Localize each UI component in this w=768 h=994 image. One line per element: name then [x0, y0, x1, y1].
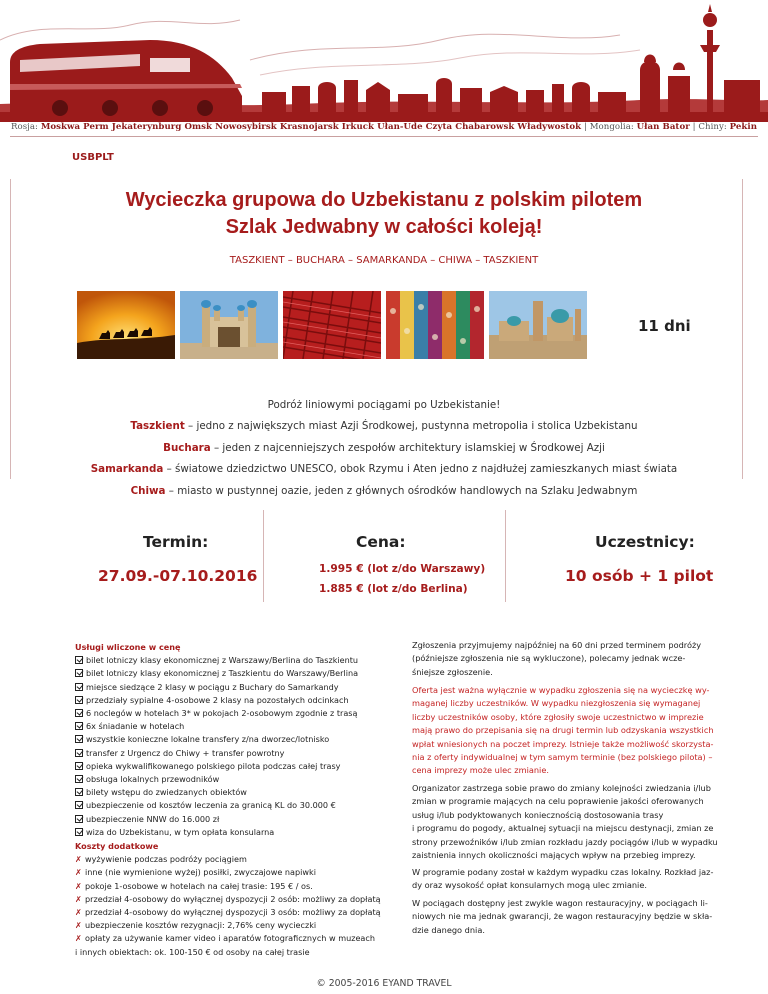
included-item: [75, 733, 395, 746]
extra-item-text: przedział 4-osobowy do wyłącznej dyspozycji 3 osób: możliwy za dopłatą: [85, 907, 381, 918]
rosja-label: Rosja:: [10, 122, 39, 132]
included-item: [75, 720, 395, 733]
extra-item-text: przedział 4-osobowy do wyłącznej dyspozycji 2 osób: możliwy za dopłatą: [85, 893, 381, 904]
included-item: [75, 773, 395, 786]
chiny-label: Chiny:: [698, 122, 727, 132]
mongolia-label: Mongolia:: [589, 122, 634, 132]
paragraph-line: usług i/lub podyktowanych koniecznością dostosowania trasy: [412, 809, 664, 820]
cena-line-warszawa: 1.995 € (lot z/do Warszawy): [319, 563, 486, 575]
checkbox-checked-icon: [75, 656, 83, 664]
paragraph-line: strony przewoźników i/lub zmian rozkładu jazdy pociągów i/lub w wypadku: [412, 836, 718, 847]
checkbox-checked-icon: [75, 749, 83, 757]
included-item-text: transfer z Urgencz do Chiwy + transfer powrotny: [86, 747, 285, 758]
frame-left-line: [10, 179, 11, 479]
included-item: [75, 786, 395, 799]
chiny-cities: Pekin: [729, 122, 758, 132]
paragraph-line: (późniejsze zgłoszenia nie są wykluczone), polecamy jednak wcze-: [412, 653, 686, 664]
included-item: [75, 667, 395, 680]
intro-city-taszkient: [20, 420, 748, 432]
checkbox-checked-icon: [75, 696, 83, 704]
included-item: [75, 799, 395, 812]
header-illustration: [0, 0, 768, 122]
uczestnicy-value: 10 osób + 1 pilot: [565, 567, 714, 585]
photo-textile: [283, 291, 381, 359]
included-item-text: bilety wstępu do zwiedzanych obiektów: [86, 787, 247, 798]
page-title-line2: Szlak Jedwabny w całości koleją!: [225, 216, 543, 238]
included-item-text: ubezpieczenie NNW do 16.000 zł: [86, 813, 220, 824]
extra-item-text: pokoje 1-osobowe w hotelach na całej trasie: 195 € / os.: [85, 880, 313, 891]
photo-suzani-fabrics: [386, 291, 484, 359]
checkbox-checked-icon: [75, 762, 83, 770]
intro-city-samarkanda: [20, 463, 748, 475]
paragraph-line: zaistnienia innych okoliczności mających wpływ na przebieg imprezy.: [412, 850, 696, 861]
included-item-text: 6x śniadanie w hotelach: [86, 721, 185, 732]
paragraph-line: nia z oferty indywidualnej w tym samym terminie (bez polskiego pilota) –: [412, 752, 713, 763]
extra-item: [75, 932, 395, 945]
included-heading: Usługi wliczone w cenę: [75, 642, 181, 652]
city-desc: – jedno z największych miast Azji Środkowej, pustynna metropolia i stolica Uzbekistanu: [184, 420, 638, 432]
checkbox-checked-icon: [75, 788, 83, 796]
paragraph-line: cena imprezy może ulec zmianie.: [412, 765, 549, 776]
cena-line-berlin: 1.885 € (lot z/do Berlina): [319, 583, 468, 595]
intro-heading: Podróż liniowymi pociągami po Uzbekistanie!: [267, 399, 501, 411]
note-restaurant-car: [412, 897, 732, 937]
included-item-text: wszystkie konieczne lokalne transfery z/na dworzec/lotnisko: [86, 734, 330, 745]
extra-heading: Koszty dodatkowe: [75, 841, 159, 851]
extra-item: [75, 893, 395, 906]
extra-item: [75, 853, 395, 866]
city-name: Buchara: [163, 442, 211, 454]
extra-item: [75, 880, 395, 893]
mongolia-cities: Ułan Bator: [636, 122, 690, 132]
city-desc: – światowe dziedzictwo UNESCO, obok Rzymu i Aten jedno z najdłużej zamieszkanych miast świata: [163, 463, 678, 475]
extra-item-text: inne (nie wymienione wyżej) posiłki, zwyczajowe napiwki: [85, 867, 316, 878]
photo-khiva-skyline: [489, 291, 587, 359]
paragraph-line: dzie danego dnia.: [412, 924, 485, 935]
checkbox-checked-icon: [75, 828, 83, 836]
checkbox-checked-icon: [75, 775, 83, 783]
termin-label: Termin:: [143, 533, 209, 551]
intro-city-chiwa: [20, 485, 748, 497]
termin-value: 27.09.-07.10.2016: [98, 567, 258, 585]
note-local-time: [412, 866, 732, 893]
extra-item-text: wyżywienie podczas podróży pociągiem: [85, 854, 247, 865]
included-list: [75, 641, 395, 839]
rosja-cities: Moskwa Perm Jekaterynburg Omsk Nowosybirsk Krasnojarsk Irkuck Ułan-Ude Czyta Chabarowsk Władywostok: [40, 122, 582, 132]
paragraph-line: niowych nie ma jednak gwarancji, że wagon restauracyjny będzie w skła-: [412, 911, 713, 922]
paragraph-line: zmian w programie mających na celu poprawienie jakości oferowanych: [412, 796, 704, 807]
note-offer-validity: [412, 684, 732, 778]
paragraph-line: Organizator zastrzega sobie prawo do zmiany kolejności zwiedzania i/lub: [412, 783, 711, 793]
intro-city-buchara: [20, 442, 748, 454]
city-desc: – jeden z najcenniejszych zespołów architektury islamskiej w Środkowej Azji: [210, 442, 605, 454]
photo-desert-camels: [77, 291, 175, 359]
paragraph-line: Zgłoszenia przyjmujemy najpóźniej na 60 dni przed terminem podróży: [412, 640, 702, 650]
offer-code: USBPLT: [72, 152, 114, 163]
cross-icon: ✗: [75, 933, 82, 944]
cross-icon: ✗: [75, 893, 82, 904]
included-item: [75, 813, 395, 826]
included-item: [75, 760, 395, 773]
included-item-text: bilet lotniczy klasy ekonomicznej z Warszawy/Berlina do Taszkientu: [86, 655, 359, 666]
included-item-text: opieka wykwalifikowanego polskiego pilota podczas całej trasy: [86, 760, 341, 771]
extra-item-text: opłaty za używanie kamer video i aparatów fotograficznych w muzeach: [85, 933, 375, 944]
checkbox-checked-icon: [75, 801, 83, 809]
city-name: Chiwa: [130, 485, 166, 497]
frame-right-line: [742, 179, 743, 479]
included-item-text: miejsce siedzące 2 klasy w pociągu z Buchary do Samarkandy: [86, 681, 339, 692]
note-program-changes: [412, 782, 732, 862]
extra-item: [75, 919, 395, 932]
photo-chor-minor: [180, 291, 278, 359]
separator: |: [692, 122, 696, 132]
paragraph-line: wpłat wniesionych na poczet imprezy. Istnieje także możliwość skorzysta-: [412, 738, 714, 749]
trip-route: TASZKIENT – BUCHARA – SAMARKANDA – CHIWA – TASZKIENT: [229, 255, 539, 266]
divider: [10, 136, 758, 137]
included-item-text: ubezpieczenie od kosztów leczenia za granicą KL do 30.000 €: [86, 800, 336, 811]
cross-icon: ✗: [75, 880, 82, 891]
included-item: [75, 747, 395, 760]
extra-costs-list: [75, 840, 395, 959]
paragraph-line: i programu do pogody, aktualnej sytuacji na miejscu destynacji, zmian ze: [412, 823, 714, 834]
checkbox-checked-icon: [75, 669, 83, 677]
included-item: [75, 707, 395, 720]
extra-tail: i innych obiektach: ok. 100-150 € od osoby na całej trasie: [75, 946, 310, 957]
cross-icon: ✗: [75, 907, 82, 918]
extra-item: [75, 866, 395, 879]
cross-icon: ✗: [75, 920, 82, 931]
paragraph-line: mają prawo do przepisania się na drugi termin lub odzyskania wszystkich: [412, 725, 714, 736]
cena-label: Cena:: [356, 533, 406, 551]
included-item: [75, 694, 395, 707]
cross-icon: ✗: [75, 854, 82, 865]
paragraph-line: W pociągach dostępny jest zwykle wagon restauracyjny, w pociągach li-: [412, 898, 708, 908]
paragraph-line: Oferta jest ważna wyłącznie w wypadku zgłoszenia się na wycieczkę wy-: [412, 685, 710, 695]
checkbox-checked-icon: [75, 709, 83, 717]
page-title-line1: Wycieczka grupowa do Uzbekistanu z polskim pilotem: [125, 189, 643, 211]
separator: |: [583, 122, 587, 132]
checkbox-checked-icon: [75, 735, 83, 743]
city-name: Samarkanda: [90, 463, 164, 475]
city-name: Taszkient: [130, 420, 185, 432]
note-registration: [412, 639, 732, 679]
included-item-text: przedziały sypialne 4-osobowe 2 klasy na pozostałych odcinkach: [86, 694, 349, 705]
city-desc: – miasto w pustynnej oazie, jeden z głównych ośrodków handlowych na Szlaku Jedwabnym: [165, 485, 638, 497]
paragraph-line: maganej liczby uczestników. W wypadku niezgłoszenia się wymaganej: [412, 698, 701, 709]
paragraph-line: dy oraz wysokość opłat konsularnych mogą ulec zmianie.: [412, 880, 647, 891]
checkbox-checked-icon: [75, 683, 83, 691]
included-item: [75, 654, 395, 667]
column-divider: [505, 510, 506, 602]
footer-copyright: © 2005-2016 EYAND TRAVEL: [316, 978, 452, 989]
paragraph-line: W programie podany został w każdym wypadku czas lokalny. Rozkład jaz-: [412, 867, 714, 877]
checkbox-checked-icon: [75, 722, 83, 730]
included-item-text: 6 noclegów w hotelach 3* w pokojach 2-osobowym zgodnie z trasą: [86, 708, 358, 719]
uczestnicy-label: Uczestnicy:: [595, 533, 695, 551]
paragraph-line: liczby uczestników osoby, które zgłosiły swoje uczestnictwo w imprezie: [412, 711, 704, 722]
extra-item-text: ubezpieczenie kosztów rezygnacji: 2,76% ceny wycieczki: [85, 920, 317, 931]
column-divider: [263, 510, 264, 602]
trip-duration: 11 dni: [638, 317, 691, 335]
included-item: [75, 826, 395, 839]
extra-item: [75, 906, 395, 919]
included-item-text: bilet lotniczy klasy ekonomicznej z Taszkientu do Warszawy/Berlina: [86, 668, 359, 679]
included-item-text: obsługa lokalnych przewodników: [86, 774, 220, 785]
included-item: [75, 681, 395, 694]
checkbox-checked-icon: [75, 815, 83, 823]
cross-icon: ✗: [75, 867, 82, 878]
included-item-text: wiza do Uzbekistanu, w tym opłata konsularna: [86, 826, 275, 837]
paragraph-line: śniejsze zgłoszenie.: [412, 666, 493, 677]
